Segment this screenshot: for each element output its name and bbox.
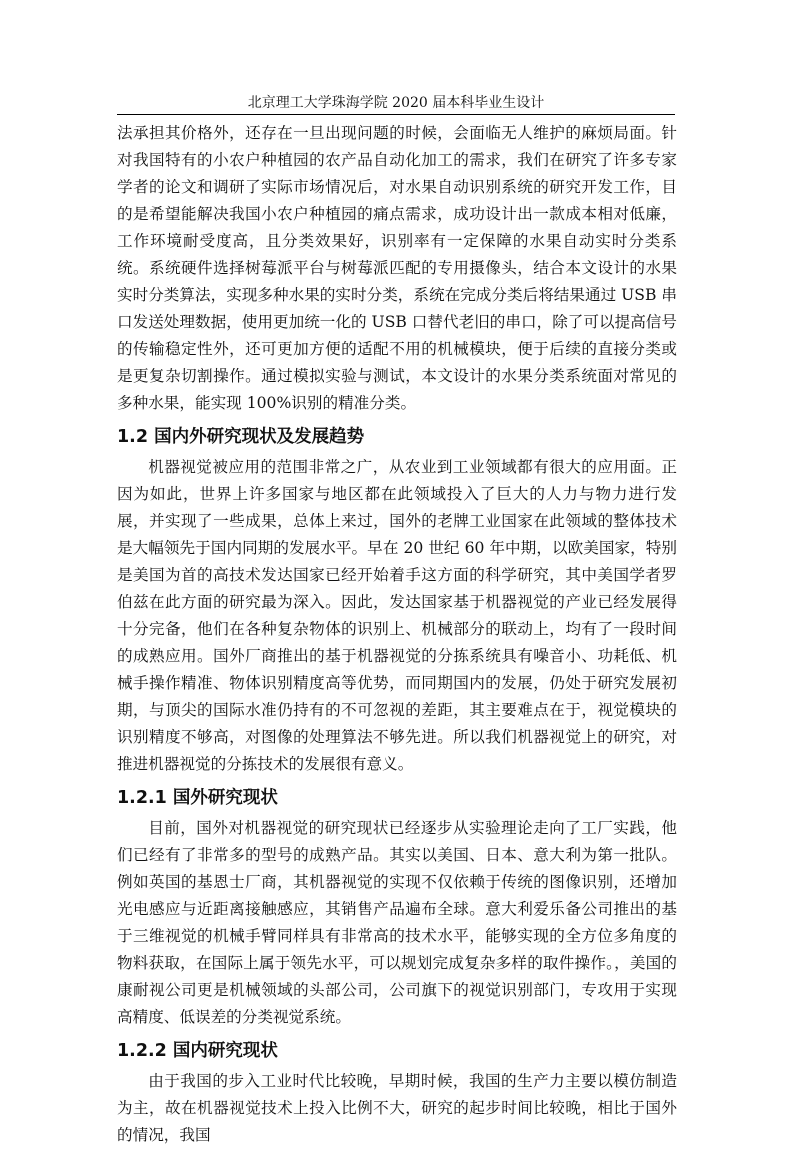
section-heading-research-status: 1.2 国内外研究现状及发展趋势 [117,427,365,447]
paragraph-research-overview: 机器视觉被应用的范围非常之广，从农业到工业领域都有很大的应用面。正因为如此，世界上许多国家与地区都在此领域投入了巨大的人力与物力进行发展，并实现了一些成果，总体上来过，国外的老牌工业国家在此领域的整体技术是大幅领先于国内同期的发展水平。早在 20 世纪 60 年中期，以欧美国家，特别是美国为首的高技术发达国家已经开始着手这方面的科学研究，其中美国学者罗伯兹在此方面的研究最为深入。因此，发达国家基于机器视觉的产业已经发展得十分完备，他们在各种复杂物体的识别上、机械部分的联动上，均有了一段时间的成熟应用。国外厂商推出的基于机器视觉的分拣系统具有噪音小、功耗低、机械手操作精准、物体识别精度高等优势，而同期国内的发展，仍处于研究发展初期，与顶尖的国际水准仍持有的不可忽视的差距，其主要难点在于，视觉模块的识别精度不够高，对图像的处理算法不够先进。所以我们机器视觉上的研究，对推进机器视觉的分拣技术的发展很有意义。 [117,458,677,773]
paragraph-intro-continued: 法承担其价格外，还存在一旦出现问题的时候，会面临无人维护的麻烦局面。针对我国特有的小农户种植园的农产品自动化加工的需求，我们在研究了许多专家学者的论文和调研了实际市场情况后，对水果自动识别系统的研究开发工作，目的是希望能解决我国小农户种植园的痛点需求，成功设计出一款成本相对低廉，工作环境耐受度高，且分类效果好，识别率有一定保障的水果自动实时分类系统。系统硬件选择树莓派平台与树莓派匹配的专用摄像头，结合本文设计的水果实时分类算法，实现多种水果的实时分类，系统在完成分类后将结果通过 USB 串口发送处理数据，使用更加统一化的 USB 口替代老旧的串口，除了可以提高信号的传输稳定性外，还可更加方便的适配不用的机械模块，便于后续的直接分类或是更复杂切割操作。通过模拟实验与测试，本文设计的水果分类系统面对常见的多种水果，能实现 100%识别的精准分类。 [117,124,677,412]
subsection-heading-foreign-research: 1.2.1 国外研究现状 [117,788,278,808]
paragraph-foreign-research: 目前，国外对机器视觉的研究现状已经逐步从实验理论走向了工厂实践，他们已经有了非常多的型号的成熟产品。其实以美国、日本、意大利为第一批队。例如英国的基恩士厂商，其机器视觉的实现不仅依赖于传统的图像识别，还增加光电感应与近距离接触感应，其销售产品遍布全球。意大利爱乐备公司推出的基于三维视觉的机械手臂同样具有非常高的技术水平，能够实现的全方位多角度的物料获取，在国际上属于领先水平，可以规划完成复杂多样的取件操作。，美国的康耐视公司更是机械领域的头部公司，公司旗下的视觉识别部门，专攻用于实现高精度、低误差的分类视觉系统。 [117,819,677,1026]
subsection-heading-domestic-research: 1.2.2 国内研究现状 [117,1041,278,1061]
paragraph-domestic-research: 由于我国的步入工业时代比较晚，早期时候，我国的生产力主要以模仿制造为主，故在机器视觉技术上投入比例不大，研究的起步时间比较晚，相比于国外的情况，我国 [117,1072,677,1144]
page-header: 北京理工大学珠海学院 2020 届本科毕业生设计 [117,92,675,115]
page-content [117,120,677,1149]
